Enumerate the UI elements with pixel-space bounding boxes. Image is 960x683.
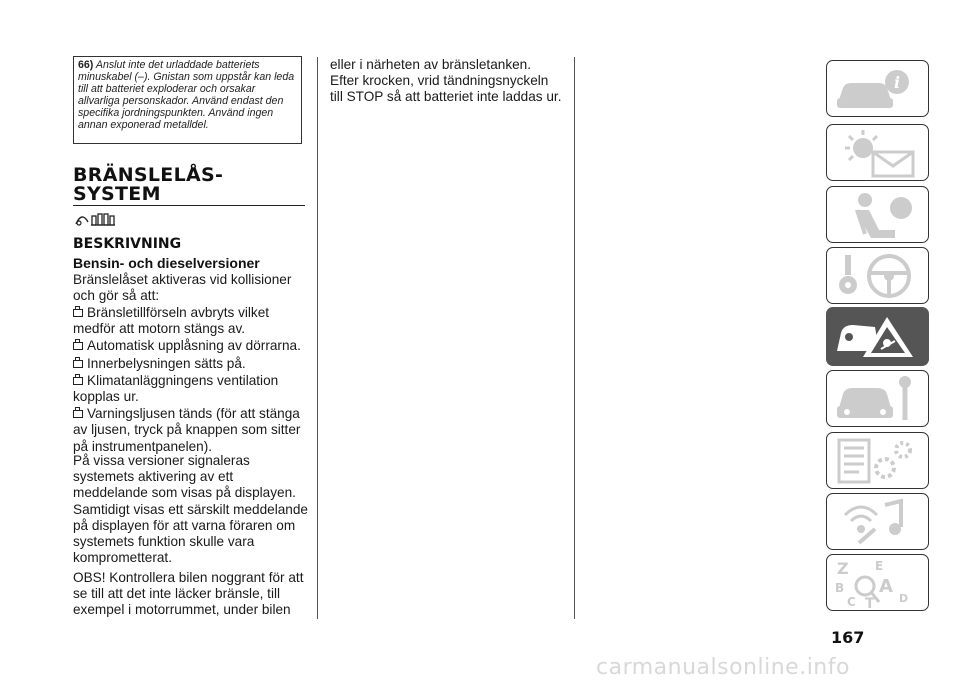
tab-letter: C [847, 595, 856, 608]
bullet-icon [73, 309, 83, 317]
engine-fuel-icon [74, 211, 118, 227]
versions-subheading: Bensin- och dieselversioner [73, 255, 260, 271]
nav-tab-technical-data[interactable] [826, 432, 929, 489]
technical-data-icon [835, 436, 921, 486]
tab-letter: E [875, 559, 884, 573]
tab-letter: D [899, 592, 909, 605]
nav-tab-car-info[interactable] [826, 60, 929, 117]
section-title-line1: BRÄNSLELÅS- [73, 164, 224, 186]
bullet-list [73, 305, 308, 456]
car-maintenance-icon [835, 374, 921, 424]
bullet-icon [73, 360, 83, 368]
list-item: Klimatanläggningens ventilation kopplas ur. [73, 372, 279, 405]
car-info-icon [835, 64, 921, 114]
description-heading: BESKRIVNING [73, 236, 182, 252]
nav-tab-car-maintenance[interactable] [826, 370, 929, 427]
nav-tab-seat-safety[interactable] [826, 186, 929, 243]
list-item: Automatisk upplåsning av dörrarna. [73, 338, 308, 354]
column-divider [574, 57, 575, 619]
page-number: 167 [831, 628, 865, 647]
list-item: Varningsljusen tänds (för att stänga av ljusen, tryck på knappen som sitter på instrumentpanelen). [73, 406, 301, 454]
continued-paragraph: eller i närheten av bränsletanken. Efter krocken, vrid tändningsnyckeln till STOP så att batteriet inte laddas ur. [330, 57, 562, 105]
index-icon [835, 558, 921, 608]
nav-tab-lights-message[interactable] [826, 124, 929, 181]
lights-message-icon [835, 128, 921, 178]
tab-letter: i [894, 73, 901, 92]
tab-letter: T [865, 596, 875, 608]
tab-letter: Z [837, 559, 849, 578]
list-item: Bränsletillförseln avbryts vilket medför att motorn stängs av. [73, 305, 270, 337]
warning-number: 66) [78, 59, 94, 71]
obs-paragraph: OBS! Kontrollera bilen noggrant för att se till att det inte läcker bränsle, till exempel i motorrummet, under bilen [73, 570, 304, 618]
key-steering-wheel-icon [835, 251, 921, 301]
watermark: carmanualsonline.info [596, 655, 850, 680]
bullet-icon [73, 410, 83, 418]
title-divider [73, 205, 305, 206]
warning-text: Anslut inte det urladdade batteriets minuskabel (–). Gnistan som uppstår kan leda till att batteriet exploderar och orsakar allvarliga personskador. Använd endast den specifika jordningspunkten. Använd ingen annan exponerad metalldel. [78, 59, 295, 132]
section-title [73, 166, 305, 204]
intro-paragraph: Bränslelåset aktiveras vid kollisioner och gör så att: [73, 272, 292, 304]
bullet-icon [73, 342, 83, 350]
nav-tab-emergency[interactable] [826, 307, 929, 366]
tab-letter: B [835, 581, 845, 595]
bullet-icon [73, 377, 83, 385]
tab-letter: A [879, 576, 893, 597]
column-divider [317, 57, 318, 619]
warning-box [73, 56, 302, 144]
nav-tab-index[interactable] [826, 554, 929, 611]
list-item: Innerbelysningen sätts på. [73, 356, 308, 372]
multimedia-icon [835, 497, 921, 547]
section-title-line2: SYSTEM [73, 183, 161, 205]
seat-safety-icon [835, 190, 921, 240]
versions-paragraph: På vissa versioner signaleras systemets aktivering av ett meddelande som visas på displayen. Samtidigt visas ett särskilt meddelande på displayen för att varna föraren om systemets funktion skulle vara komprometterat. [73, 453, 308, 566]
emergency-warning-icon [835, 311, 921, 361]
nav-tab-multimedia[interactable] [826, 493, 929, 550]
nav-tab-key-steering[interactable] [826, 247, 929, 304]
